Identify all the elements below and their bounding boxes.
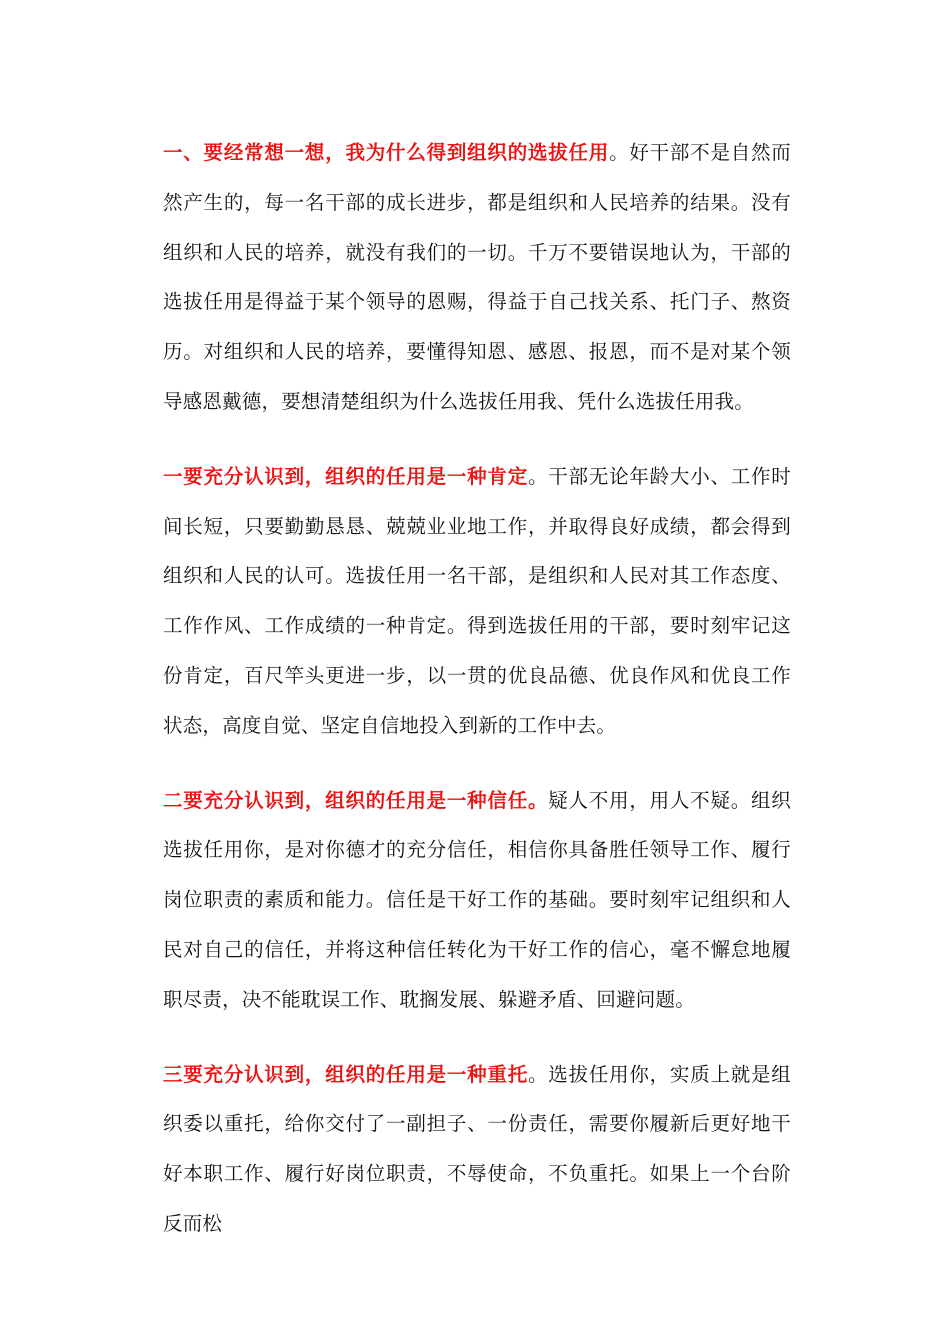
paragraph-1-body: 。好干部不是自然而然产生的，每一名干部的成长进步，都是组织和人民培养的结果。没有组织和人民的培养，就没有我们的一切。千万不要错误地认为，干部的选拔任用是得益于某个领导的恩赐，得益于自己找关系、托门子、熬资历。对组织和人民的培养，要懂得知恩、感恩、报恩，而不是对某个领导感恩戴德，要想清楚组织为什么选拔任用我、凭什么选拔任用我。 xyxy=(163,141,791,413)
paragraph-4-body: 。选拔任用你，实质上就是组织委以重托，给你交付了一副担子、一份责任，需要你履新后更好地干好本职工作、履行好岗位职责，不辱使命，不负重托。如果上一个台阶反而松 xyxy=(163,1062,791,1235)
paragraph-2 xyxy=(163,452,791,751)
paragraph-2-heading: 一要充分认识到，组织的任用是一种肯定 xyxy=(163,464,528,488)
paragraph-4 xyxy=(163,1050,791,1249)
paragraph-3-body: 疑人不用，用人不疑。组织选拔任用你，是对你德才的充分信任，相信你具备胜任领导工作、履行岗位职责的素质和能力。信任是干好工作的基础。要时刻牢记组织和人民对自己的信任，并将这种信任转化为干好工作的信心，毫不懈怠地履职尽责，决不能耽误工作、耽搁发展、躲避矛盾、回避问题。 xyxy=(163,788,791,1011)
paragraph-1-heading: 一、要经常想一想，我为什么得到组织的选拔任用 xyxy=(163,141,610,164)
paragraph-2-body: 。干部无论年龄大小、工作时间长短，只要勤勤恳恳、兢兢业业地工作，并取得良好成绩，都会得到组织和人民的认可。选拔任用一名干部，是组织和人民对其工作态度、工作作风、工作成绩的一种肯定。得到选拔任用的干部，要时刻牢记这份肯定，百尺竿头更进一步，以一贯的优良品德、优良作风和优良工作状态，高度自觉、坚定自信地投入到新的工作中去。 xyxy=(163,464,791,737)
paragraph-1 xyxy=(163,128,791,427)
document-page xyxy=(163,128,791,1274)
paragraph-3 xyxy=(163,776,791,1025)
paragraph-3-heading: 二要充分认识到，组织的任用是一种信任。 xyxy=(163,788,549,812)
paragraph-4-heading: 三要充分认识到，组织的任用是一种重托 xyxy=(163,1062,528,1086)
